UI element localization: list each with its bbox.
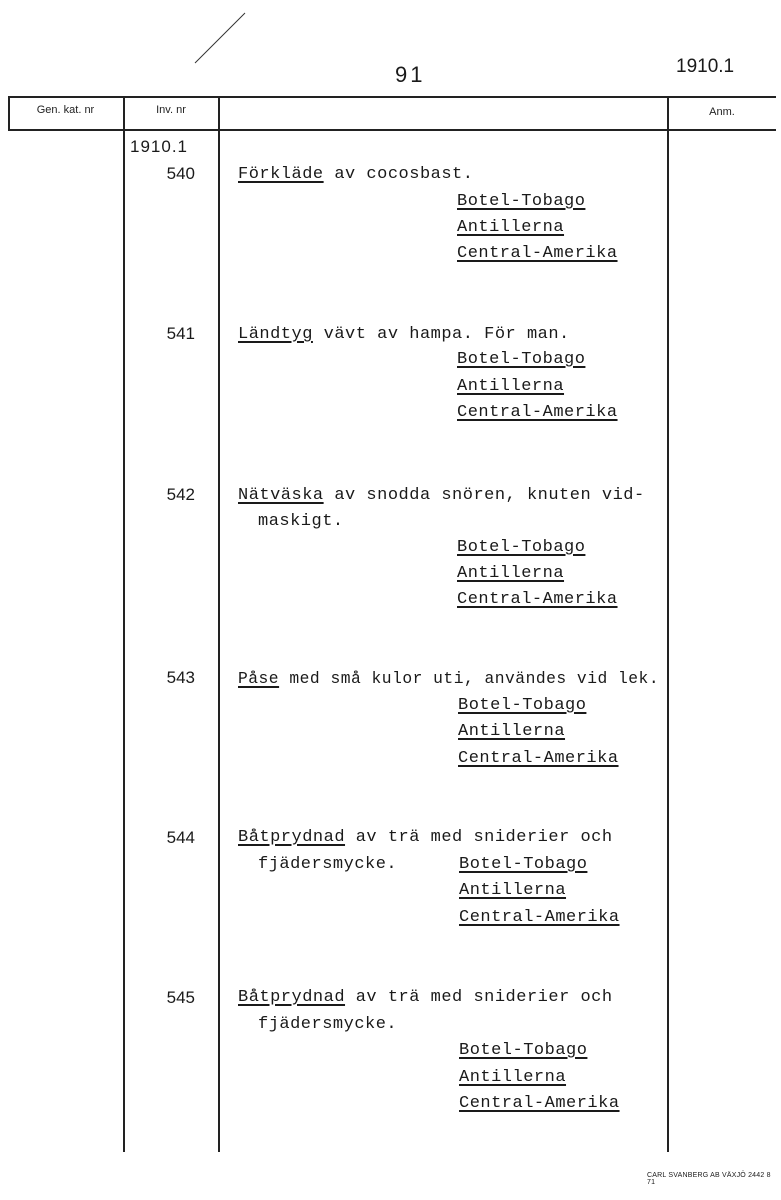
location-line: Botel-Tobago <box>459 855 588 874</box>
object-term: Båtprydnad <box>238 828 346 847</box>
location-line: Antillerna <box>457 377 565 396</box>
location-line: Antillerna <box>457 218 565 237</box>
inv-number: 544 <box>166 828 195 847</box>
location-line: Botel-Tobago <box>457 350 586 369</box>
object-term: Ländtyg <box>238 325 313 344</box>
column-header-gen-kat-nr: Gen. kat. nr <box>36 104 95 116</box>
inv-number: 541 <box>166 324 195 343</box>
description-text: av trä med sniderier och <box>345 988 613 1007</box>
object-term: Påse <box>238 669 280 688</box>
description-text: vävt av hampa. För man. <box>312 325 570 344</box>
page-number: 91 <box>395 62 426 87</box>
divider-inv-desc <box>218 96 220 1152</box>
location-line: Antillerna <box>459 1068 567 1087</box>
year-series-header: 1910.1 <box>676 56 735 77</box>
description-continuation: maskigt. <box>258 512 344 531</box>
description-text: av snodda snören, knuten vid- <box>323 486 645 505</box>
location-line: Central-Amerika <box>458 749 619 768</box>
description-text: av cocosbast. <box>323 165 474 184</box>
location-line: Central-Amerika <box>457 244 618 263</box>
location-line: Botel-Tobago <box>457 538 586 557</box>
inv-series: 1910.1 <box>130 137 188 156</box>
location-line: Antillerna <box>458 722 566 741</box>
inv-number: 545 <box>166 988 195 1007</box>
location-line: Botel-Tobago <box>459 1041 588 1060</box>
location-line: Central-Amerika <box>459 1094 620 1113</box>
column-header-inv-nr: Inv. nr <box>156 104 186 116</box>
description-line <box>238 828 613 847</box>
pencil-mark <box>190 8 260 68</box>
printer-imprint: CARL SVANBERG AB VÄXJÖ 2442 8 71 <box>647 1172 771 1186</box>
description-line <box>238 486 645 505</box>
description-line <box>238 325 570 344</box>
object-term: Båtprydnad <box>238 988 346 1007</box>
location-line: Botel-Tobago <box>458 696 587 715</box>
location-line: Botel-Tobago <box>457 192 586 211</box>
location-line: Antillerna <box>459 881 567 900</box>
description-line <box>238 988 613 1007</box>
divider-desc-anm <box>667 96 669 1152</box>
description-continuation: fjädersmycke. <box>258 855 398 874</box>
object-term: Förkläde <box>238 165 324 184</box>
location-line: Antillerna <box>457 564 565 583</box>
description-line <box>238 165 473 184</box>
inv-number: 542 <box>166 485 195 504</box>
description-text: av trä med sniderier och <box>345 828 613 847</box>
location-line: Central-Amerika <box>457 590 618 609</box>
object-term: Nätväska <box>238 486 324 505</box>
description-continuation: fjädersmycke. <box>258 1015 398 1034</box>
description-line <box>238 669 659 688</box>
description-text: med små kulor uti, användes vid lek. <box>279 669 660 688</box>
location-line: Central-Amerika <box>459 908 620 927</box>
column-header-anm: Anm. <box>709 106 735 118</box>
location-line: Central-Amerika <box>457 403 618 422</box>
inv-number: 543 <box>166 668 195 687</box>
inv-number: 540 <box>166 164 195 183</box>
